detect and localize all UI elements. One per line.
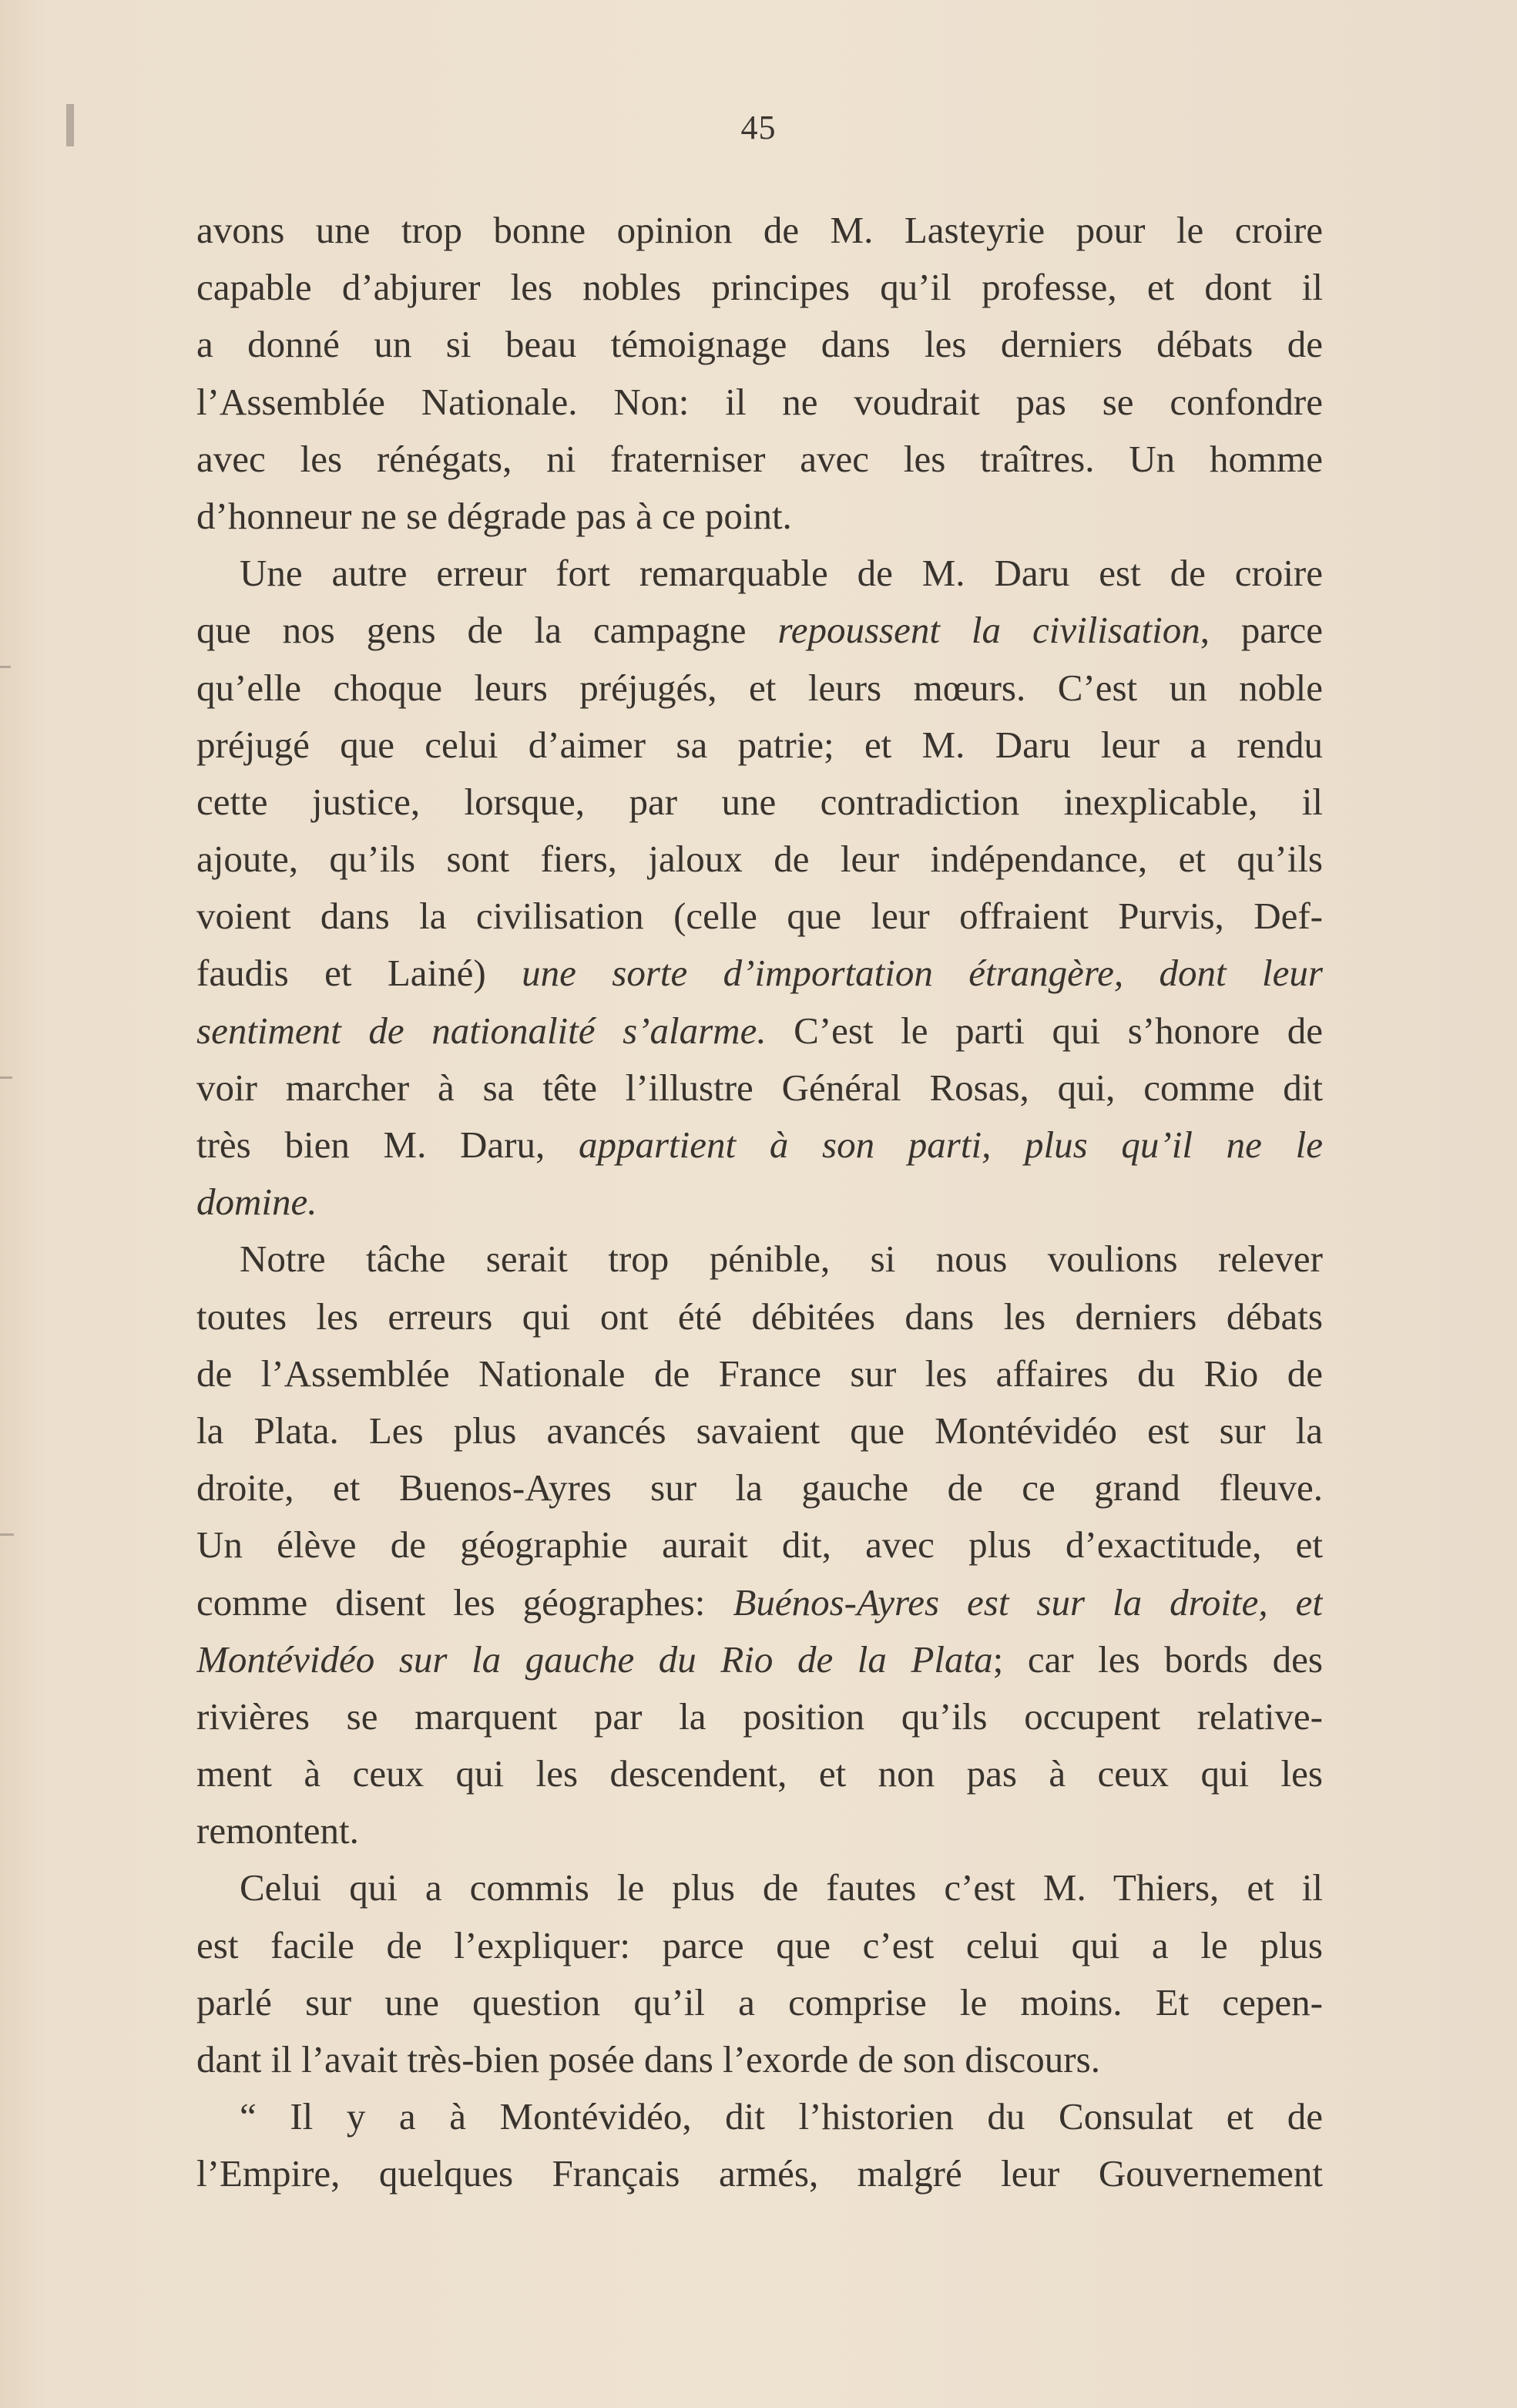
text-segment: rivières se marquent par la position qu’ils occupent relative- bbox=[196, 1694, 1323, 1738]
italic-text: appartient à son parti, plus qu’il ne le bbox=[578, 1123, 1323, 1166]
text-segment: C’est le parti qui s’honore de bbox=[766, 1009, 1323, 1052]
text-line bbox=[196, 1802, 1323, 1859]
text-line bbox=[196, 1459, 1323, 1516]
text-segment: ajoute, qu’ils sont fiers, jaloux de leur indépendance, et qu’ils bbox=[196, 838, 1323, 881]
text-line bbox=[196, 316, 1323, 373]
text-line bbox=[196, 2031, 1323, 2088]
italic-text: repoussent la civilisation bbox=[777, 609, 1200, 652]
text-line bbox=[196, 1117, 1323, 1174]
text-line bbox=[196, 602, 1323, 659]
text-line bbox=[196, 1688, 1323, 1745]
body-text bbox=[196, 202, 1323, 2203]
text-line bbox=[196, 2088, 1323, 2145]
text-line bbox=[196, 1174, 1323, 1231]
margin-mark bbox=[0, 666, 11, 668]
text-segment: l’Empire, quelques Français armés, malgré leur Gouvernement bbox=[196, 2152, 1323, 2195]
text-line bbox=[196, 1345, 1323, 1402]
text-line bbox=[196, 488, 1323, 545]
margin-mark bbox=[0, 1076, 12, 1079]
text-segment: avons une trop bonne opinion de M. Lasteyrie pour le croire bbox=[196, 209, 1323, 251]
text-line bbox=[196, 1574, 1323, 1631]
text-segment: la Plata. Les plus avancés savaient que Montévidéo est sur la bbox=[196, 1409, 1323, 1452]
italic-text: une sorte d’importation étrangère, dont leur bbox=[522, 952, 1323, 995]
text-segment: voient dans la civilisation (celle que leur offraient Purvis, Def- bbox=[196, 895, 1323, 938]
text-segment: parlé sur une question qu’il a comprise le moins. Et cepen- bbox=[196, 1980, 1323, 2023]
text-segment: de l’Assemblée Nationale de France sur les affaires du Rio de bbox=[196, 1352, 1323, 1395]
text-segment: ; car les bords des bbox=[992, 1637, 1323, 1681]
text-segment: qu’elle choque leurs préjugés, et leurs mœurs. C’est un noble bbox=[196, 666, 1323, 709]
text-line bbox=[196, 1231, 1323, 1288]
text-line bbox=[196, 831, 1323, 888]
text-line bbox=[196, 1745, 1323, 1802]
text-segment: a donné un si beau témoignage dans les derniers débats de bbox=[196, 323, 1323, 366]
page-number: 45 bbox=[740, 109, 777, 146]
text-line bbox=[196, 1974, 1323, 2031]
text-segment: Une autre erreur fort remarquable de M. Daru est de croire bbox=[240, 552, 1323, 595]
text-line bbox=[196, 1288, 1323, 1345]
italic-text: Buénos-Ayres est sur la droite, et bbox=[733, 1580, 1323, 1624]
text-segment: avec les rénégats, ni fraterniser avec les traîtres. Un homme bbox=[196, 437, 1323, 480]
text-line bbox=[196, 1002, 1323, 1060]
text-segment: “ Il y a à Montévidéo, dit l’historien du Consulat et de bbox=[240, 2095, 1323, 2138]
text-segment: Notre tâche serait trop pénible, si nous voulions relever bbox=[240, 1238, 1323, 1281]
text-line bbox=[196, 1060, 1323, 1117]
text-segment: Un élève de géographie aurait dit, avec plus d’exactitude, et bbox=[196, 1523, 1323, 1567]
text-line bbox=[196, 1859, 1323, 1916]
text-line bbox=[196, 1516, 1323, 1573]
text-segment: , parce bbox=[1200, 609, 1323, 652]
text-line bbox=[196, 1631, 1323, 1688]
italic-text: sentiment de nationalité s’alarme. bbox=[196, 1009, 767, 1052]
text-line bbox=[196, 2145, 1323, 2202]
text-segment: comme disent les géographes: bbox=[196, 1580, 733, 1624]
text-segment: très bien M. Daru, bbox=[196, 1123, 579, 1166]
text-segment: droite, et Buenos-Ayres sur la gauche de ce grand fleuve. bbox=[196, 1466, 1323, 1510]
text-line bbox=[196, 945, 1323, 1002]
text-line bbox=[196, 888, 1323, 945]
text-segment: toutes les erreurs qui ont été débitées dans les derniers débats bbox=[196, 1295, 1323, 1338]
text-line bbox=[196, 1402, 1323, 1459]
text-line bbox=[196, 374, 1323, 431]
text-segment: dant il l’avait très-bien posée dans l’exorde de son discours. bbox=[196, 2038, 1100, 2081]
text-segment: préjugé que celui d’aimer sa patrie; et M. Daru leur a rendu bbox=[196, 723, 1323, 766]
text-segment: cette justice, lorsque, par une contradiction inexplicable, il bbox=[196, 780, 1323, 823]
text-segment: capable d’abjurer les nobles principes qu’il professe, et dont il bbox=[196, 266, 1323, 309]
italic-text: Montévidéo sur la gauche du Rio de la Plata bbox=[196, 1637, 993, 1681]
text-segment: remontent. bbox=[196, 1809, 359, 1852]
text-line bbox=[196, 431, 1323, 488]
text-line bbox=[196, 1917, 1323, 1974]
text-segment: Celui qui a commis le plus de fautes c’est M. Thiers, et il bbox=[240, 1866, 1323, 1909]
text-segment: ment à ceux qui les descendent, et non pas à ceux qui les bbox=[196, 1752, 1323, 1795]
text-segment: est facile de l’expliquer: parce que c’est celui qui a le plus bbox=[196, 1923, 1323, 1966]
text-segment: d’honneur ne se dégrade pas à ce point. bbox=[196, 494, 792, 537]
text-segment: l’Assemblée Nationale. Non: il ne voudrait pas se confondre bbox=[196, 380, 1323, 423]
italic-text: domine. bbox=[196, 1180, 317, 1224]
margin-mark bbox=[0, 1533, 14, 1536]
text-line bbox=[196, 545, 1323, 602]
text-segment: faudis et Lainé) bbox=[196, 952, 522, 995]
text-line bbox=[196, 660, 1323, 717]
text-line bbox=[196, 259, 1323, 316]
text-line bbox=[196, 774, 1323, 831]
text-line bbox=[196, 717, 1323, 774]
text-segment: voir marcher à sa tête l’illustre Général Rosas, qui, comme dit bbox=[196, 1066, 1323, 1109]
text-line bbox=[196, 202, 1323, 259]
text-segment: que nos gens de la campagne bbox=[196, 609, 778, 652]
